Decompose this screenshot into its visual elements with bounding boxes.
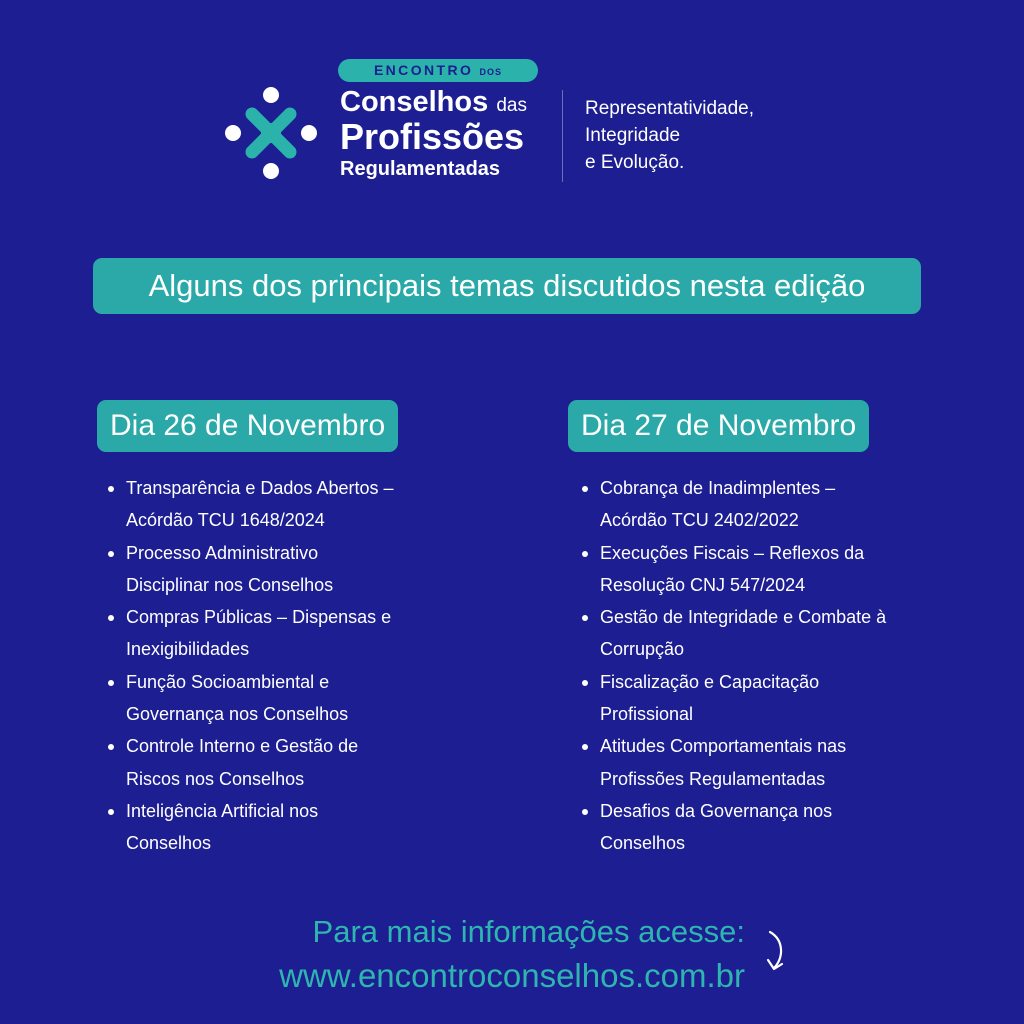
topic-line: Resolução CNJ 547/2024 — [600, 574, 806, 595]
topic-item — [126, 537, 456, 602]
brand-title-line3: Regulamentadas — [340, 158, 501, 180]
topic-line: Disciplinar nos Conselhos — [126, 574, 334, 595]
topic-line: Inteligência Artificial nos — [126, 800, 319, 821]
brand-title-line2: Profissões — [340, 116, 525, 157]
topic-line: Acórdão TCU 2402/2022 — [600, 510, 799, 531]
topic-line: Transparência e Dados Abertos – — [126, 478, 394, 498]
topic-item — [600, 730, 970, 795]
topic-item — [126, 666, 456, 731]
brand-conselhos: Conselhos — [340, 86, 489, 118]
badge-small-text: DOS — [479, 67, 503, 77]
day-26-heading: Dia 26 de Novembro — [97, 400, 398, 452]
event-badge — [338, 59, 538, 82]
brand-das: das — [496, 95, 527, 116]
topic-line: Profissional — [600, 704, 694, 725]
topic-line: Processo Administrativo — [126, 542, 319, 563]
tagline-line: Integridade — [585, 125, 681, 146]
tagline-line: e Evolução. — [585, 152, 685, 173]
topic-line: Fiscalização e Capacitação — [600, 671, 820, 692]
topic-line: Inexigibilidades — [126, 639, 250, 660]
topic-line: Cobrança de Inadimplentes – — [600, 478, 836, 498]
topic-line: Conselhos — [126, 833, 212, 854]
topic-item — [600, 537, 970, 602]
topic-line: Profissões Regulamentadas — [600, 768, 826, 789]
day-26-topic-list — [104, 472, 456, 860]
topic-line: Acórdão TCU 1648/2024 — [126, 510, 325, 531]
topic-line: Compras Públicas – Dispensas e — [126, 607, 392, 628]
topic-item — [600, 795, 970, 860]
tagline — [585, 95, 754, 176]
headline-banner: Alguns dos principais temas discutidos nesta edição — [93, 258, 921, 314]
topic-item — [600, 472, 970, 537]
topic-line: Conselhos — [600, 833, 686, 854]
footer-info-text: Para mais informações acesse: — [312, 914, 745, 949]
topic-line: Execuções Fiscais – Reflexos da — [600, 542, 865, 563]
topic-item — [600, 601, 970, 666]
topic-item — [126, 472, 456, 537]
tagline-line: Representatividade, — [585, 98, 754, 119]
topic-item — [126, 795, 456, 860]
topic-line: Função Socioambiental e — [126, 671, 330, 692]
curved-arrow-down-icon — [762, 928, 788, 976]
topic-line: Gestão de Integridade e Combate à — [600, 607, 887, 628]
topic-line: Controle Interno e Gestão de — [126, 736, 359, 757]
day-27-heading: Dia 27 de Novembro — [568, 400, 869, 452]
badge-main-text: ENCONTRO — [373, 62, 474, 78]
topic-item — [126, 730, 456, 795]
topic-item — [126, 601, 456, 666]
people-network-logo-icon — [222, 84, 320, 182]
topic-line: Atitudes Comportamentais nas — [600, 736, 847, 757]
topic-item — [600, 666, 970, 731]
topic-line: Corrupção — [600, 639, 685, 660]
topic-line: Governança nos Conselhos — [126, 704, 349, 725]
day-27-topic-list — [578, 472, 970, 860]
topic-line: Desafios da Governança nos — [600, 800, 833, 821]
footer-website-link[interactable]: www.encontroconselhos.com.br — [279, 957, 745, 994]
logo-divider — [562, 90, 563, 182]
topic-line: Riscos nos Conselhos — [126, 768, 305, 789]
